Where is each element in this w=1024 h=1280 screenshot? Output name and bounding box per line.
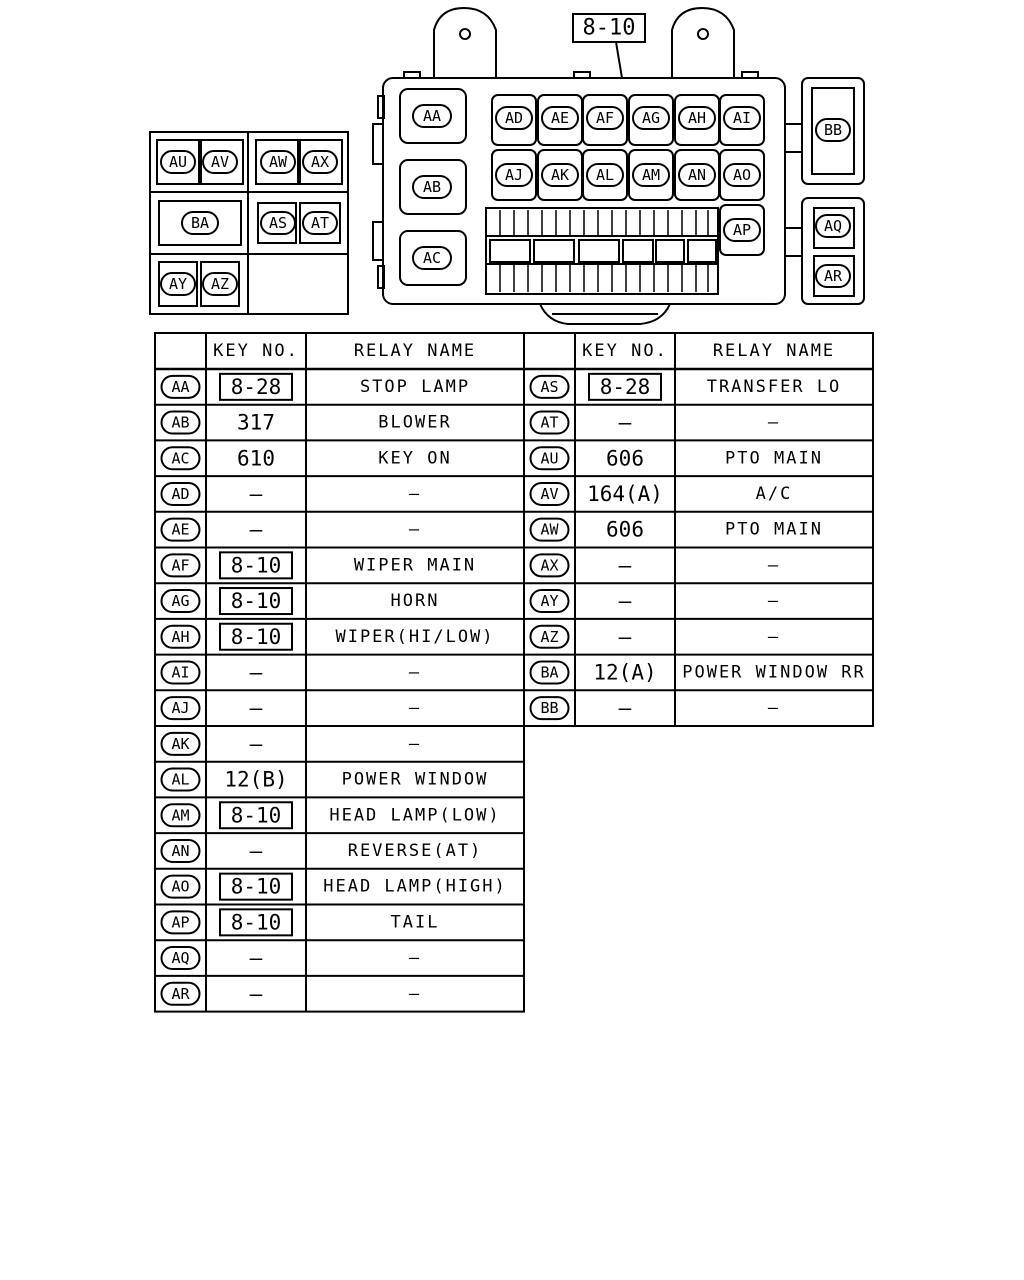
- left-table-relay-name: —: [408, 948, 422, 969]
- left-table-id: AQ: [171, 949, 190, 968]
- right-block-label: AR: [823, 267, 843, 285]
- left-table-key-no: 610: [237, 446, 275, 471]
- right-table-id: AY: [540, 592, 559, 611]
- left-table-key-no: 8-10: [230, 589, 282, 614]
- left-table-id: AL: [171, 770, 190, 789]
- right-table-key-no: 606: [606, 517, 644, 542]
- right-table-relay-name: —: [767, 412, 781, 433]
- left-table-key-no: 8-10: [230, 803, 282, 828]
- left-table-id: AH: [171, 627, 190, 646]
- main-block-label: AK: [550, 166, 570, 184]
- main-block-label: AG: [641, 109, 661, 127]
- left-table-relay-name: —: [408, 519, 422, 540]
- left-table-key-no: 8-10: [230, 874, 282, 899]
- right-table-header-relay-name: RELAY NAME: [712, 341, 836, 361]
- right-table-relay-name: POWER WINDOW RR: [682, 662, 866, 683]
- left-table-key-no: —: [249, 696, 263, 721]
- main-block-label: AD: [504, 109, 524, 127]
- left-table-key-no: 8-10: [230, 553, 282, 578]
- main-block-label: AJ: [504, 166, 524, 184]
- left-table-relay-name: HEAD LAMP(HIGH): [323, 876, 507, 897]
- left-table-key-no: —: [249, 981, 263, 1006]
- left-table-id: AJ: [171, 699, 190, 718]
- right-table-id: AT: [540, 413, 559, 432]
- left-table-id: AO: [171, 877, 190, 896]
- left-table-key-no: 317: [237, 410, 275, 435]
- left-block-label: BA: [190, 214, 210, 232]
- left-table-id: AM: [171, 806, 190, 825]
- right-table-relay-name: —: [767, 698, 781, 719]
- right-table-key-no: —: [618, 410, 632, 435]
- left-table-relay-name: REVERSE(AT): [347, 840, 483, 861]
- left-table-id: AN: [171, 841, 190, 860]
- left-table-key-no: —: [249, 731, 263, 756]
- right-table-id: AZ: [540, 627, 559, 646]
- left-table-relay-name: KEY ON: [378, 448, 452, 469]
- right-table-key-no: 606: [606, 446, 644, 471]
- main-block-label: AI: [732, 109, 752, 127]
- left-table-key-no: 8-28: [230, 374, 282, 399]
- main-block-label: AF: [595, 109, 615, 127]
- left-table-id: AP: [171, 913, 190, 932]
- left-table-relay-name: —: [408, 983, 422, 1004]
- left-block-label: AX: [310, 153, 330, 171]
- right-table-id: AV: [540, 484, 559, 503]
- main-block-label: AL: [595, 166, 615, 184]
- left-table-id: AA: [171, 377, 190, 396]
- right-table-key-no: —: [618, 696, 632, 721]
- right-table-key-no: —: [618, 589, 632, 614]
- left-block-label: AV: [210, 153, 230, 171]
- right-block-label: AQ: [823, 217, 843, 235]
- right-table-key-no: —: [618, 553, 632, 578]
- left-table-relay-name: —: [408, 662, 422, 683]
- right-table-header-key-no: KEY NO.: [582, 341, 668, 361]
- right-table-key-no: —: [618, 624, 632, 649]
- right-table-id: AW: [540, 520, 559, 539]
- left-table-relay-name: BLOWER: [378, 412, 452, 433]
- main-block-label: AC: [422, 249, 442, 267]
- main-block-label: AH: [687, 109, 707, 127]
- top-reference: 8-10: [582, 15, 636, 41]
- left-table-key-no: —: [249, 660, 263, 685]
- left-block-label: AS: [268, 214, 288, 232]
- left-block-label: AZ: [210, 275, 230, 293]
- right-table-relay-name: TRANSFER LO: [706, 376, 842, 397]
- left-table-frame: [155, 333, 524, 1012]
- right-table-relay-name: —: [767, 555, 781, 576]
- main-block-label: AA: [422, 107, 442, 125]
- left-table-relay-name: HORN: [390, 591, 440, 612]
- left-table-id: AB: [171, 413, 190, 432]
- left-table-key-no: —: [249, 946, 263, 971]
- right-table-relay-name: —: [767, 626, 781, 647]
- left-table-key-no: —: [249, 517, 263, 542]
- main-block-label: AN: [687, 166, 707, 184]
- right-table-id: AS: [540, 377, 559, 396]
- left-table-relay-name: STOP LAMP: [359, 376, 471, 397]
- main-block-label: AE: [550, 109, 570, 127]
- left-table-relay-name: TAIL: [390, 912, 440, 933]
- main-block-label: AO: [732, 166, 752, 184]
- left-table-id: AF: [171, 556, 190, 575]
- left-block-label: AU: [168, 153, 188, 171]
- left-block-label: AY: [168, 275, 188, 293]
- left-table-header-key-no: KEY NO.: [213, 341, 299, 361]
- left-table-id: AD: [171, 484, 190, 503]
- right-table-key-no: 164(A): [587, 481, 663, 506]
- left-table-relay-name: —: [408, 733, 422, 754]
- left-table-relay-name: POWER WINDOW: [341, 769, 489, 790]
- right-table-key-no: 8-28: [599, 374, 651, 399]
- left-table-key-no: —: [249, 481, 263, 506]
- left-table-id: AI: [171, 663, 190, 682]
- left-table-id: AE: [171, 520, 190, 539]
- right-table-relay-name: —: [767, 591, 781, 612]
- right-table-id: AU: [540, 449, 559, 468]
- left-table-relay-name: —: [408, 483, 422, 504]
- left-block-label: AT: [310, 214, 330, 232]
- left-table-relay-name: WIPER MAIN: [353, 555, 477, 576]
- right-table-relay-name: PTO MAIN: [725, 448, 823, 469]
- left-table-key-no: 12(B): [224, 767, 288, 792]
- main-block-label: AM: [641, 166, 661, 184]
- left-table-relay-name: WIPER(HI/LOW): [335, 626, 495, 647]
- left-table-relay-name: HEAD LAMP(LOW): [329, 805, 501, 826]
- left-table-key-no: —: [249, 838, 263, 863]
- right-block-label: BB: [823, 121, 843, 139]
- left-table-header-relay-name: RELAY NAME: [353, 341, 477, 361]
- left-table-id: AC: [171, 449, 190, 468]
- right-table-relay-name: PTO MAIN: [725, 519, 823, 540]
- left-table-id: AG: [171, 592, 190, 611]
- main-block-label: AB: [422, 178, 442, 196]
- left-table-id: AR: [171, 984, 190, 1003]
- main-block-label: AP: [732, 221, 752, 239]
- left-table-key-no: 8-10: [230, 624, 282, 649]
- right-table-id: AX: [540, 556, 559, 575]
- right-table-key-no: 12(A): [593, 660, 657, 685]
- left-table-relay-name: —: [408, 698, 422, 719]
- left-block-label: AW: [268, 153, 288, 171]
- left-table-key-no: 8-10: [230, 910, 282, 935]
- right-table-id: BB: [540, 699, 559, 718]
- right-table-relay-name: A/C: [755, 483, 793, 504]
- diagram-labels: [155, 14, 873, 1012]
- right-table-id: BA: [540, 663, 559, 682]
- left-table-id: AK: [171, 734, 190, 753]
